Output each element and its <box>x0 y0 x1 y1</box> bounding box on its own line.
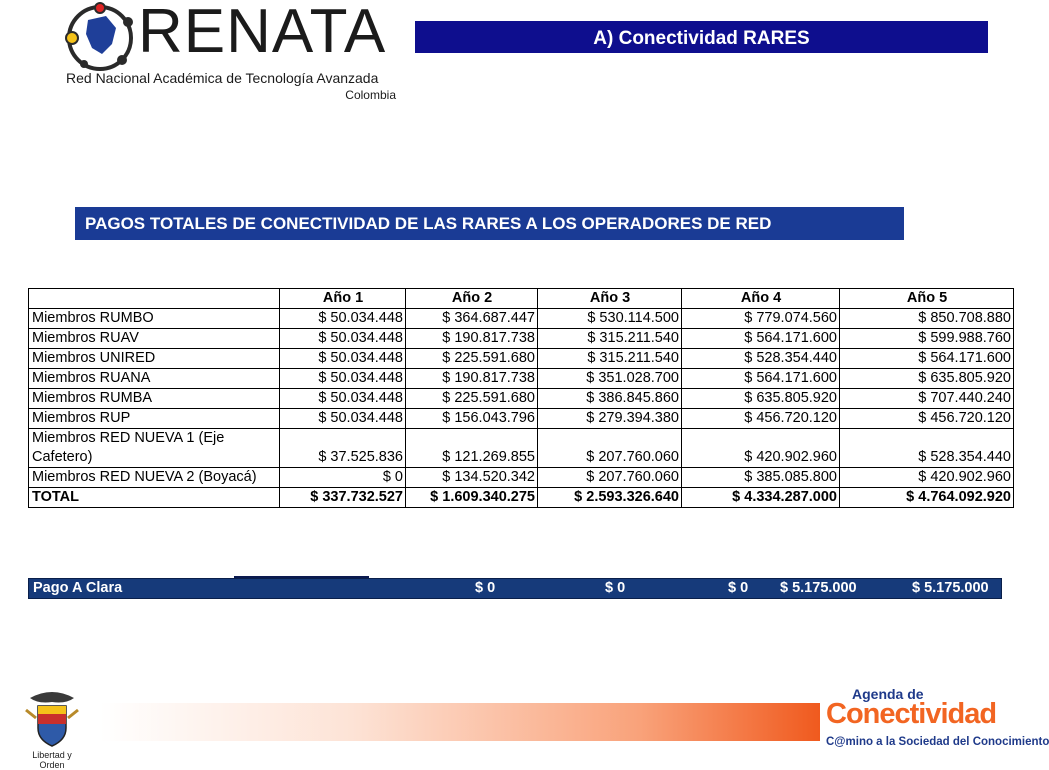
table-cell: $ 564.171.600 <box>682 369 840 389</box>
table-cell: $ 385.085.800 <box>682 468 840 488</box>
table-row <box>29 349 1014 369</box>
table-row <box>29 309 1014 329</box>
table-cell: $ 50.034.448 <box>280 369 406 389</box>
agenda-top-text: Agenda de <box>852 686 924 702</box>
table-cell: $ 225.591.680 <box>406 389 538 409</box>
row-label: Miembros RUMBO <box>29 309 280 329</box>
table-cell: $ 37.525.836 <box>280 429 406 468</box>
table-cell: $ 635.805.920 <box>840 369 1014 389</box>
table-total-row <box>29 488 1014 508</box>
total-label: TOTAL <box>29 488 280 508</box>
clara-label: Pago A Clara <box>33 580 123 596</box>
renata-logo <box>62 2 402 102</box>
logo-country: Colombia <box>345 88 396 102</box>
table-row <box>29 369 1014 389</box>
table-cell: $ 850.708.880 <box>840 309 1014 329</box>
section-title: PAGOS TOTALES DE CONECTIVIDAD DE LAS RARES A LOS OPERADORES DE RED <box>75 207 904 240</box>
row-label: Miembros RUAV <box>29 329 280 349</box>
row-label: Miembros RED NUEVA 2 (Boyacá) <box>29 468 280 488</box>
table-row <box>29 329 1014 349</box>
table-row <box>29 429 1014 468</box>
table-cell: $ 207.760.060 <box>538 429 682 468</box>
table-header-row <box>29 289 1014 309</box>
table-cell: $ 564.171.600 <box>682 329 840 349</box>
table-cell: $ 528.354.440 <box>682 349 840 369</box>
footer-gradient-band <box>100 703 820 741</box>
column-header: Año 4 <box>682 289 840 309</box>
agenda-main-text: Conectividad <box>826 698 997 730</box>
table-cell: $ 779.074.560 <box>682 309 840 329</box>
table-cell: $ 528.354.440 <box>840 429 1014 468</box>
table-cell: $ 50.034.448 <box>280 409 406 429</box>
agenda-subtitle: C@mino a la Sociedad del Conocimiento <box>826 736 1049 748</box>
row-label: Miembros RUANA <box>29 369 280 389</box>
table-cell: $ 50.034.448 <box>280 389 406 409</box>
table-cell: $ 599.988.760 <box>840 329 1014 349</box>
table-cell: $ 0 <box>280 468 406 488</box>
total-cell: $ 4.334.287.000 <box>682 488 840 508</box>
row-label: Miembros UNIRED <box>29 349 280 369</box>
row-label: Miembros RUP <box>29 409 280 429</box>
column-header: Año 5 <box>840 289 1014 309</box>
total-cell: $ 4.764.092.920 <box>840 488 1014 508</box>
logo-wordmark: RENATA <box>138 0 387 66</box>
clara-value: $ 0 <box>475 580 496 596</box>
table-cell: $ 456.720.120 <box>840 409 1014 429</box>
colombia-network-icon <box>62 2 146 74</box>
table-cell: $ 351.028.700 <box>538 369 682 389</box>
table-cell: $ 420.902.960 <box>840 468 1014 488</box>
table-cell: $ 315.211.540 <box>538 329 682 349</box>
clara-value: $ 0 <box>728 580 749 596</box>
table-cell: $ 564.171.600 <box>840 349 1014 369</box>
table-cell: $ 121.269.855 <box>406 429 538 468</box>
table-cell: $ 386.845.860 <box>538 389 682 409</box>
coat-of-arms-icon <box>20 688 84 750</box>
colombia-crest <box>20 688 84 770</box>
total-cell: $ 1.609.340.275 <box>406 488 538 508</box>
table-cell: $ 315.211.540 <box>538 349 682 369</box>
logo-subtitle: Red Nacional Académica de Tecnología Avanzada <box>66 70 379 86</box>
table-cell: $ 50.034.448 <box>280 309 406 329</box>
table-cell: $ 190.817.738 <box>406 369 538 389</box>
table-row <box>29 389 1014 409</box>
table-cell: $ 420.902.960 <box>682 429 840 468</box>
table-cell: $ 530.114.500 <box>538 309 682 329</box>
table-row <box>29 468 1014 488</box>
table-cell: $ 707.440.240 <box>840 389 1014 409</box>
table-cell: $ 279.394.380 <box>538 409 682 429</box>
slide-title: A) Conectividad RARES <box>415 21 988 53</box>
row-label: Miembros RUMBA <box>29 389 280 409</box>
table-cell: $ 635.805.920 <box>682 389 840 409</box>
total-cell: $ 2.593.326.640 <box>538 488 682 508</box>
column-header: Año 3 <box>538 289 682 309</box>
column-header <box>29 289 280 309</box>
table-row <box>29 409 1014 429</box>
column-header: Año 1 <box>280 289 406 309</box>
clara-value: $ 0 <box>605 580 626 596</box>
table-cell: $ 50.034.448 <box>280 329 406 349</box>
payments-table <box>28 288 1014 508</box>
table-cell: $ 364.687.447 <box>406 309 538 329</box>
row-label: Miembros RED NUEVA 1 (Eje Cafetero) <box>29 429 280 468</box>
agenda-conectividad-logo <box>822 686 1049 756</box>
table-cell: $ 225.591.680 <box>406 349 538 369</box>
total-cell: $ 337.732.527 <box>280 488 406 508</box>
table-cell: $ 50.034.448 <box>280 349 406 369</box>
clara-payment-row <box>28 578 1002 599</box>
table-cell: $ 134.520.342 <box>406 468 538 488</box>
table-cell: $ 456.720.120 <box>682 409 840 429</box>
column-header: Año 2 <box>406 289 538 309</box>
clara-value: $ 5.175.000 <box>912 580 989 596</box>
table-cell: $ 190.817.738 <box>406 329 538 349</box>
crest-caption: Libertad y Orden <box>32 750 72 770</box>
table-cell: $ 156.043.796 <box>406 409 538 429</box>
table-cell: $ 207.760.060 <box>538 468 682 488</box>
clara-value: $ 5.175.000 <box>780 580 857 596</box>
